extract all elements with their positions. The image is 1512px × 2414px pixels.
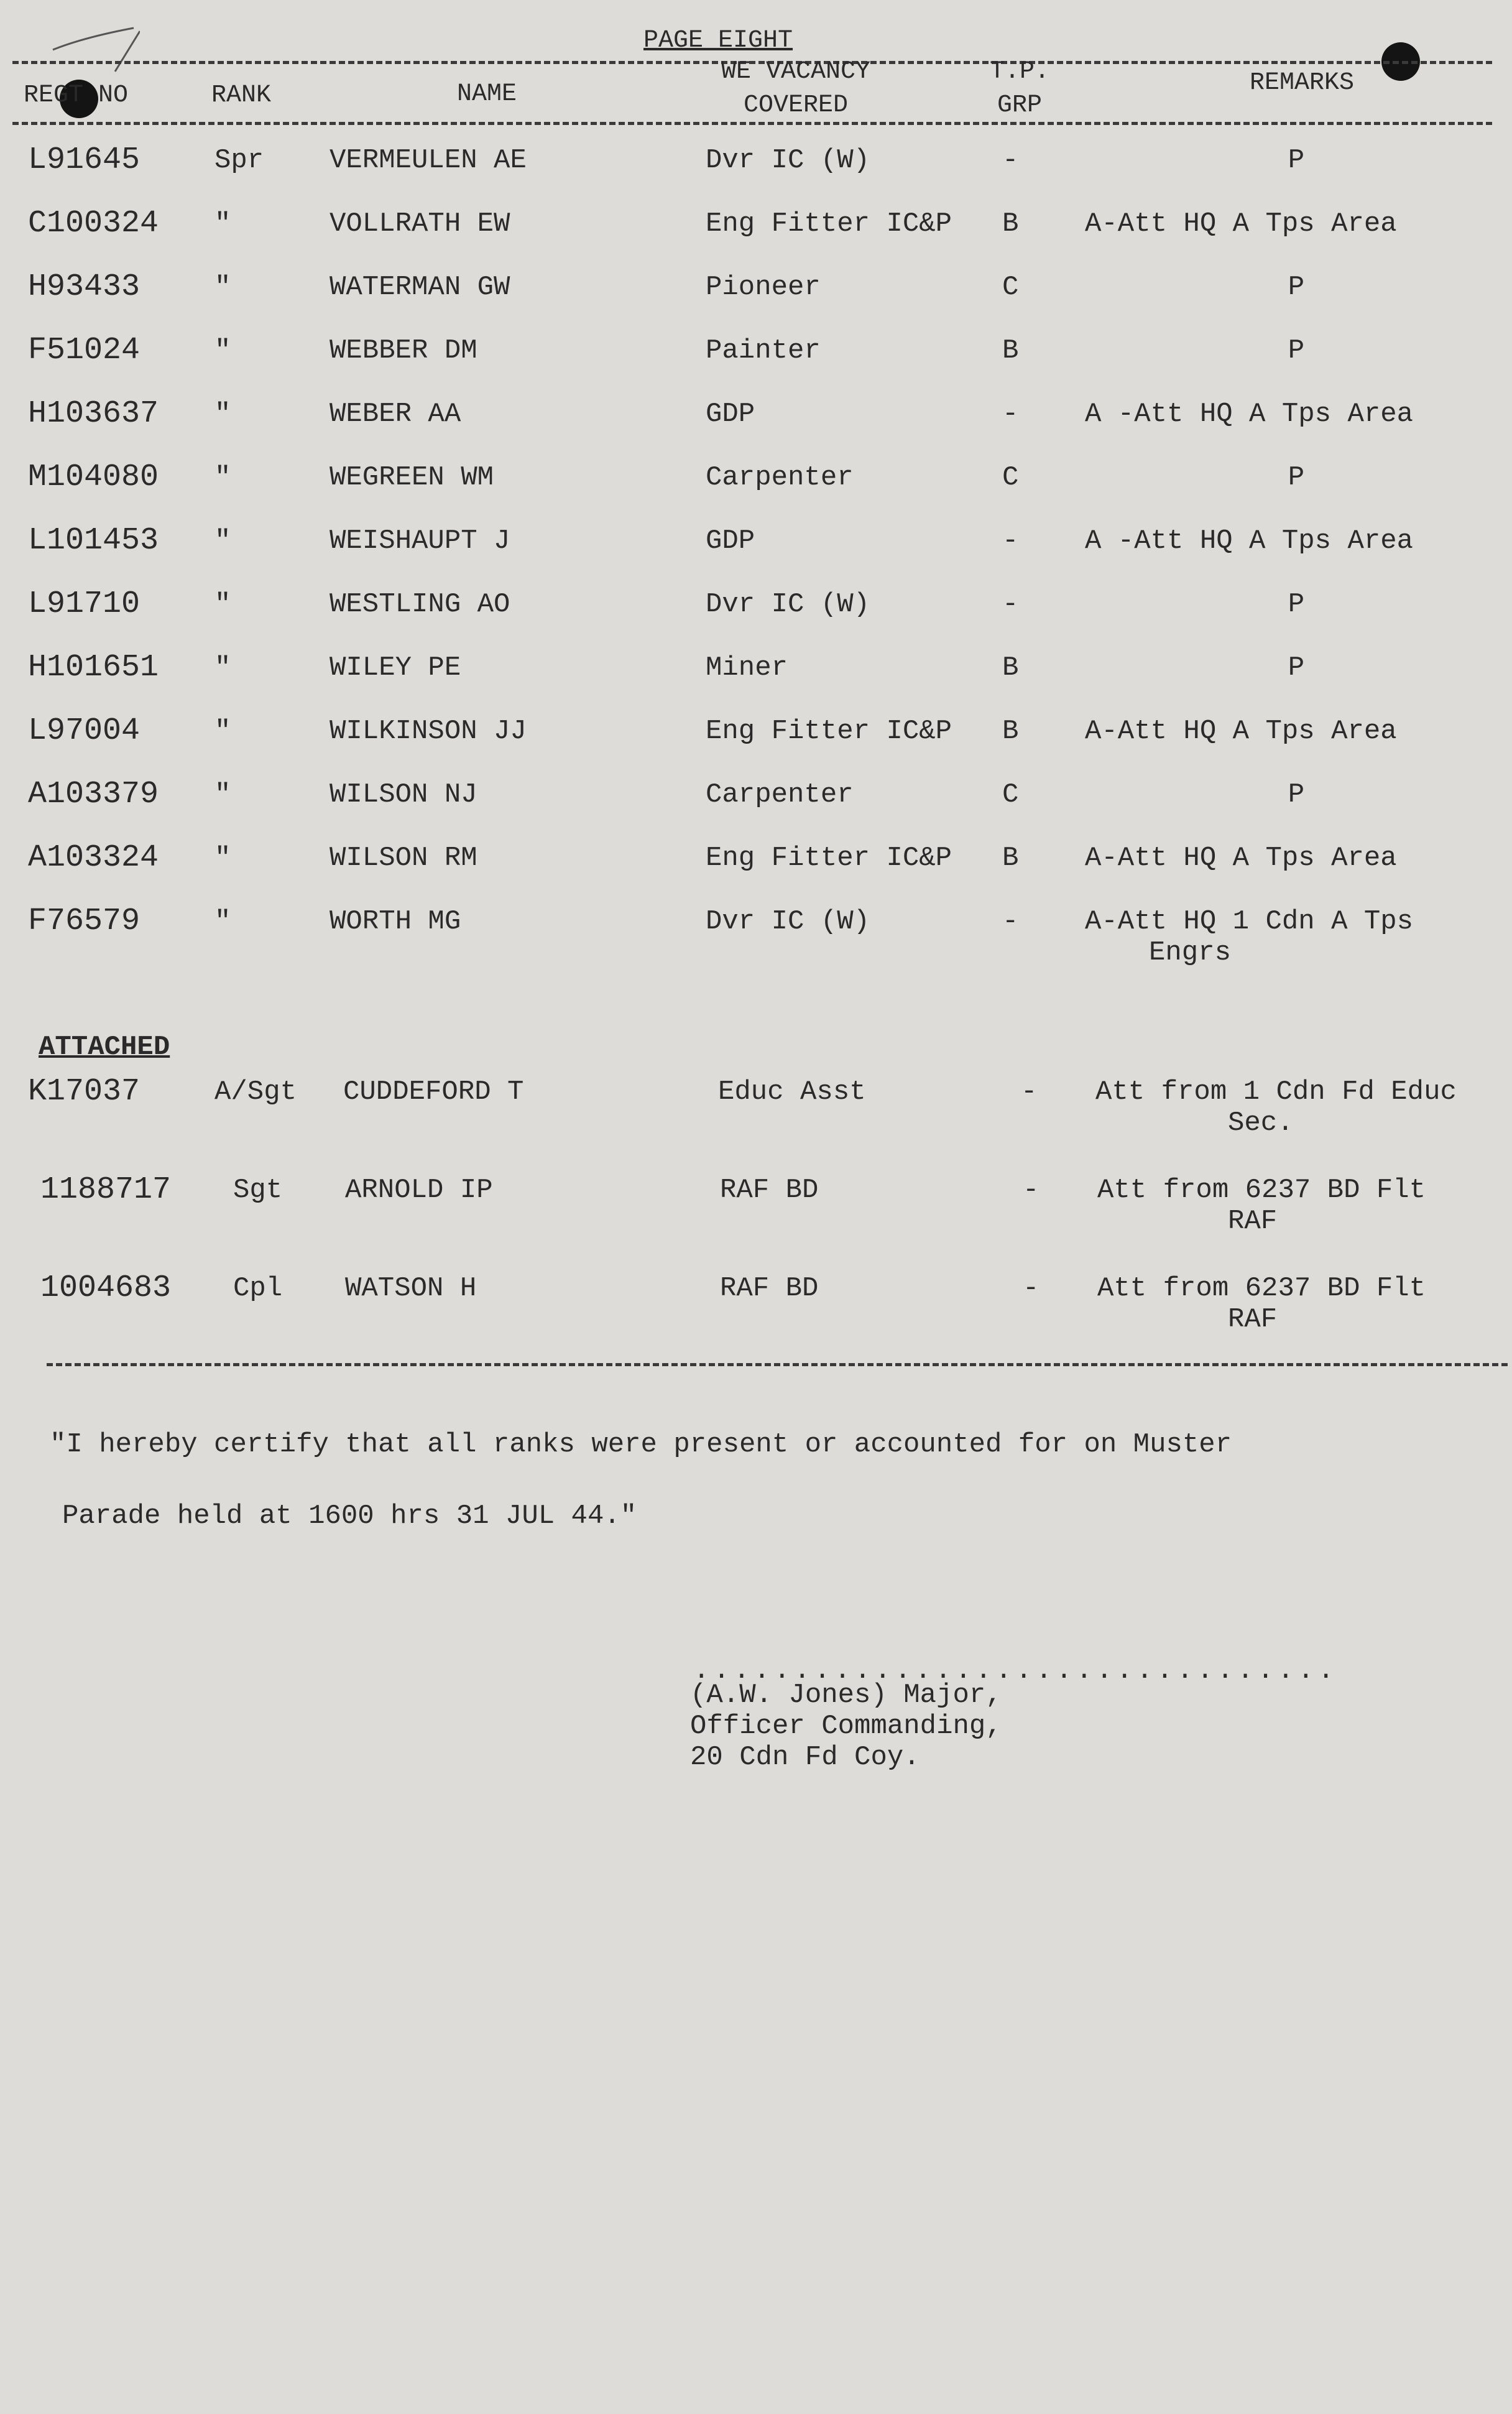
vacancy-covered: Eng Fitter IC&P <box>706 716 952 747</box>
header-regt-no: REGT NO <box>24 81 129 109</box>
rank: " <box>214 716 231 747</box>
name: VOLLRATH EW <box>330 208 510 239</box>
rank: " <box>214 335 231 366</box>
tp-group: - <box>1023 1273 1040 1304</box>
remarks: A -Att HQ A Tps Area <box>1085 399 1414 430</box>
remarks: A-Att HQ 1 Cdn A Tps <box>1085 906 1414 937</box>
regt-no: F76579 <box>28 904 141 939</box>
tp-group: B <box>1002 335 1019 366</box>
regt-no: H101651 <box>28 650 159 685</box>
remarks: A-Att HQ A Tps Area <box>1085 843 1397 874</box>
vacancy-covered: RAF BD <box>720 1273 819 1304</box>
rank: Spr <box>214 145 264 176</box>
name: WILEY PE <box>330 652 461 683</box>
remarks: P <box>1288 335 1305 366</box>
vacancy-covered: Eng Fitter IC&P <box>706 843 952 874</box>
regt-no: C100324 <box>28 206 159 241</box>
regt-no: L101453 <box>28 523 159 558</box>
certification-line-2: Parade held at 1600 hrs 31 JUL 44." <box>62 1501 637 1532</box>
regt-no: 1004683 <box>40 1270 172 1306</box>
regt-no: 1188717 <box>40 1172 172 1208</box>
regt-no: F51024 <box>28 333 141 368</box>
regt-no: L97004 <box>28 713 141 749</box>
remarks: Att from 6237 BD Flt <box>1097 1175 1426 1206</box>
tp-group: C <box>1002 462 1019 493</box>
name: WORTH MG <box>330 906 461 937</box>
header-rank: RANK <box>211 81 272 109</box>
rank: " <box>214 208 231 239</box>
vacancy-covered: GDP <box>706 399 755 430</box>
name: ARNOLD IP <box>345 1175 493 1206</box>
rank: " <box>214 525 231 557</box>
rank: " <box>214 399 231 430</box>
vacancy-covered: Miner <box>706 652 788 683</box>
remarks: P <box>1288 145 1305 176</box>
tp-group: - <box>1023 1175 1040 1206</box>
tp-group: - <box>1002 145 1019 176</box>
footer-dashed-rule <box>47 1363 1508 1366</box>
table-row <box>0 779 1512 841</box>
table-row <box>0 144 1512 206</box>
rank: " <box>214 272 231 303</box>
remarks: P <box>1288 779 1305 810</box>
remarks-continued: RAF <box>1228 1206 1278 1237</box>
name: WATERMAN GW <box>330 272 510 303</box>
regt-no: A103379 <box>28 777 159 812</box>
vacancy-covered: Carpenter <box>706 462 854 493</box>
table-row <box>0 398 1512 460</box>
header-dashed-rule <box>12 122 1492 125</box>
regt-no: M104080 <box>28 460 159 495</box>
table-row <box>0 461 1512 524</box>
vacancy-covered: Carpenter <box>706 779 854 810</box>
table-row <box>0 1076 1512 1138</box>
vacancy-covered: Dvr IC (W) <box>706 589 870 620</box>
table-row <box>0 525 1512 587</box>
vacancy-covered: Eng Fitter IC&P <box>706 208 952 239</box>
remarks: Att from 1 Cdn Fd Educ <box>1095 1076 1457 1108</box>
remarks: P <box>1288 652 1305 683</box>
rank: Cpl <box>233 1273 283 1304</box>
table-row <box>0 271 1512 333</box>
tp-group: B <box>1002 716 1019 747</box>
table-row <box>0 842 1512 904</box>
name: CUDDEFORD T <box>343 1076 524 1108</box>
table-row <box>0 905 1512 968</box>
regt-no: A103324 <box>28 840 159 876</box>
header-tp-line2: GRP <box>997 91 1042 119</box>
signature-line: ................................ <box>693 1655 1338 1686</box>
page-title: PAGE EIGHT <box>643 27 793 55</box>
remarks: A-Att HQ A Tps Area <box>1085 716 1397 747</box>
rank: " <box>214 843 231 874</box>
rank: " <box>214 589 231 620</box>
regt-no: H93433 <box>28 269 141 305</box>
remarks-continued: Sec. <box>1228 1108 1294 1139</box>
name: WILKINSON JJ <box>330 716 527 747</box>
header-vacancy-line2: COVERED <box>743 91 849 119</box>
name: WESTLING AO <box>330 589 510 620</box>
name: WILSON NJ <box>330 779 477 810</box>
table-row <box>0 335 1512 397</box>
rank: A/Sgt <box>214 1076 297 1108</box>
vacancy-covered: Educ Asst <box>718 1076 866 1108</box>
name: WATSON H <box>345 1273 477 1304</box>
certification-line-1: "I hereby certify that all ranks were present or accounted for on Muster <box>50 1429 1232 1460</box>
remarks: A -Att HQ A Tps Area <box>1085 525 1414 557</box>
remarks: P <box>1288 272 1305 303</box>
remarks: P <box>1288 462 1305 493</box>
name: WEISHAUPT J <box>330 525 510 557</box>
header-vacancy-line1: WE VACANCY <box>721 58 871 86</box>
name: WEBER AA <box>330 399 461 430</box>
table-row <box>0 1174 1512 1236</box>
vacancy-covered: Painter <box>706 335 821 366</box>
header-remarks: REMARKS <box>1250 69 1355 97</box>
remarks: P <box>1288 589 1305 620</box>
tp-group: B <box>1002 843 1019 874</box>
vacancy-covered: Dvr IC (W) <box>706 145 870 176</box>
regt-no: K17037 <box>28 1074 141 1109</box>
signatory-name: (A.W. Jones) Major, <box>690 1680 1002 1711</box>
signatory-unit: 20 Cdn Fd Coy. <box>690 1742 920 1773</box>
remarks-continued: RAF <box>1228 1304 1278 1335</box>
rank: Sgt <box>233 1175 283 1206</box>
name: WEGREEN WM <box>330 462 494 493</box>
tp-group: - <box>1002 589 1019 620</box>
table-row <box>0 588 1512 650</box>
rank: " <box>214 779 231 810</box>
signatory-title: Officer Commanding, <box>690 1711 1002 1742</box>
regt-no: H103637 <box>28 396 159 432</box>
rank: " <box>214 462 231 493</box>
remarks: Att from 6237 BD Flt <box>1097 1273 1426 1304</box>
tp-group: - <box>1002 906 1019 937</box>
remarks: A-Att HQ A Tps Area <box>1085 208 1397 239</box>
table-row <box>0 208 1512 270</box>
vacancy-covered: Pioneer <box>706 272 821 303</box>
tp-group: C <box>1002 779 1019 810</box>
tp-group: - <box>1021 1076 1038 1108</box>
tp-group: B <box>1002 208 1019 239</box>
vacancy-covered: Dvr IC (W) <box>706 906 870 937</box>
rank: " <box>214 906 231 937</box>
table-row <box>0 715 1512 777</box>
table-row <box>0 652 1512 714</box>
tp-group: - <box>1002 525 1019 557</box>
regt-no: L91710 <box>28 586 141 622</box>
remarks-continued: Engrs <box>1149 937 1232 968</box>
header-name: NAME <box>457 80 517 108</box>
tp-group: B <box>1002 652 1019 683</box>
vacancy-covered: GDP <box>706 525 755 557</box>
pen-mark <box>47 25 140 75</box>
name: WEBBER DM <box>330 335 477 366</box>
tp-group: C <box>1002 272 1019 303</box>
header-tp-line1: T.P. <box>989 58 1049 86</box>
tp-group: - <box>1002 399 1019 430</box>
name: VERMEULEN AE <box>330 145 527 176</box>
regt-no: L91645 <box>28 142 141 178</box>
vacancy-covered: RAF BD <box>720 1175 819 1206</box>
attached-heading: ATTACHED <box>39 1032 170 1063</box>
name: WILSON RM <box>330 843 477 874</box>
table-row <box>0 1272 1512 1334</box>
rank: " <box>214 652 231 683</box>
